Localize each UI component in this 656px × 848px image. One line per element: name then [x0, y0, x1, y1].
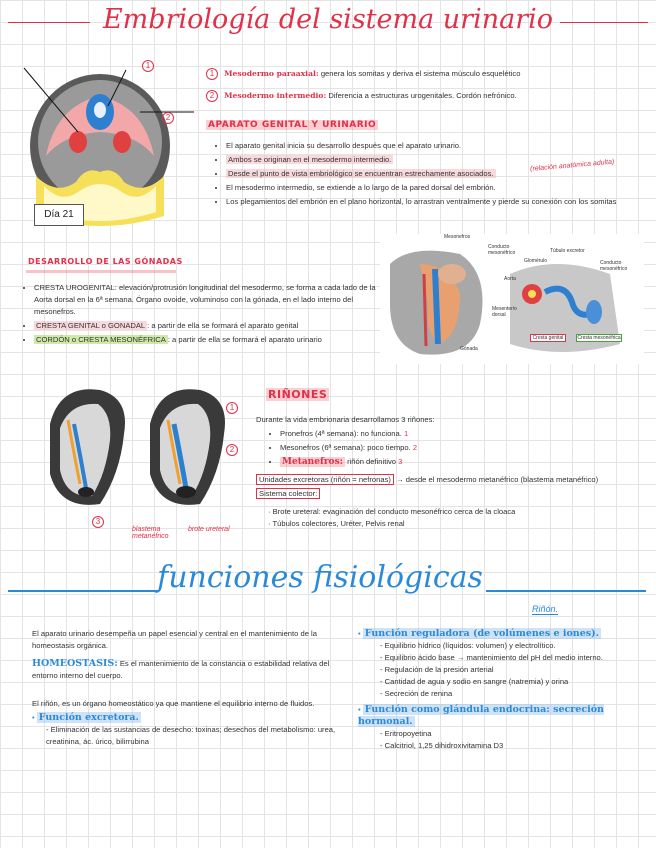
rinones-figure — [40, 384, 240, 552]
excretora-text: - Eliminación de las sustancias de desecho: toxinas; desechos del metabolismo: urea, creatinina, ác. úrico, bilirrubina — [46, 725, 336, 746]
excretora-heading: Función excretora. — [38, 712, 139, 723]
fig-label-mesonefros: Mesonefros — [444, 234, 471, 240]
sistema-colector — [256, 488, 648, 500]
aparato-bullet-4: • El mesodermo intermedio, se extiende a lo largo de la pared dorsal del embrión. — [226, 182, 634, 194]
rinones-heading — [266, 388, 329, 401]
reguladora-item-5-text: Secreción de renina — [384, 689, 453, 698]
funciones-right — [358, 628, 638, 752]
homeostasis-text: Es el mantenimiento de la constancia o estabilidad relativa del entorno interno del cuerpo. — [32, 659, 330, 680]
gonadas-bullet-1 — [34, 282, 378, 318]
metanefros-num: 3 — [398, 457, 403, 466]
brote-ureteral-item: · Brote ureteral: evaginación del conducto mesonéfrico cerca de la cloaca — [268, 507, 516, 516]
rinones-heading-text: RIÑONES — [268, 388, 328, 401]
mesodermo-item-1 — [206, 68, 636, 80]
gonadas-bullets — [22, 282, 378, 348]
reguladora-item-3-text: Regulación de la presión arterial — [384, 665, 494, 674]
endocrina-item-2-text: Calcitriol, 1,25 dihidroxivitamina D3 — [384, 741, 504, 750]
cordon-mesonefrico-label: CORDÓN o CRESTA MESONÉFRICA — [36, 335, 166, 344]
gonadas-figure — [380, 234, 644, 364]
metanefros-label: Metanefros: — [282, 457, 343, 467]
reguladora-item-2: - Equilibrio ácido base → mantenimiento del pH del medio interno. — [380, 653, 603, 662]
endocrina-head-row: • Función como glándula endocrina: secreción hormonal. — [358, 704, 604, 727]
fig-label-cresta-genital: Cresta genital — [530, 334, 566, 342]
endocrina-items — [358, 728, 638, 752]
aparato-genital-heading — [206, 120, 378, 130]
gonadas-heading-underline — [26, 270, 176, 273]
aparato-bullet-1: • El aparato genital inicia su desarrollo después que el aparato urinario. — [226, 140, 634, 152]
aparato-bullet-5: • Los plegamientos del embrión en el plano horizontal, lo arrastran ventralmente y pierde su conexión con los somitas — [226, 196, 634, 208]
fig-label-aorta: Aorta — [504, 276, 516, 282]
colector-subitems — [256, 506, 648, 530]
sistema-colector-label: Sistema colector: — [256, 488, 320, 499]
rinones-text — [256, 414, 648, 530]
homeostasis-intro: El aparato urinario desempeña un papel esencial y central en el mantenimiento de la homeostasis orgánica. — [32, 629, 317, 650]
excretora-text-content: Eliminación de las sustancias de desecho: toxinas; desechos del metabolismo: urea, creatinina, ác. úrico, bilirrubina — [46, 725, 336, 746]
fig-label-blastema: blastema metanéfrico — [132, 526, 169, 540]
reguladora-item-4-text: Cantidad de agua y sodio en sangre (natremia) y orina — [384, 677, 569, 686]
aparato-bullets — [214, 140, 634, 210]
mesodermo-paraaxial-text: genera los somitas y deriva el sistema músculo esquelético — [320, 69, 521, 78]
mesonefros-num: 2 — [412, 443, 418, 452]
embryo-cross-section-figure — [16, 46, 196, 232]
rinon-fig-marker-1: 1 — [226, 402, 238, 414]
fig-label-conducto-mesonefrico: Conducto mesonéfrico — [488, 244, 516, 256]
reguladora-heading: Función reguladora (de volúmenes e iones). — [364, 628, 599, 639]
excretora-head-row: • Función excretora. — [32, 712, 139, 723]
reguladora-item-3: - Regulación de la presión arterial — [380, 665, 494, 674]
mesonefros-text: Mesonefros (6ª semana): poco tiempo. — [280, 443, 411, 452]
endocrina-item-1: - Eritropoyetina — [380, 729, 432, 738]
fig-label-tubulo-excretor: Túbulo excretor — [550, 248, 585, 254]
metanefros-text: riñón definitivo — [344, 457, 397, 466]
rinones-intro: Durante la vida embrionaria desarrollamos 3 riñones: — [256, 415, 435, 424]
pronefros-text: Pronefros (4ª semana): no funciona. — [280, 429, 402, 438]
fig-label-glomerulo: Glomérulo — [524, 258, 548, 264]
fig-label-conducto-mesonefrico-2: Conducto mesonéfrico — [600, 260, 628, 272]
relacion-anatomica-note: (relación anatómica adulta) — [529, 158, 615, 173]
endocrina-item-1-text: Eritropoyetina — [384, 729, 432, 738]
aparato-bullet-2-text: Ambos se originan en el mesodermo intermedio. — [228, 155, 392, 164]
mesodermo-intermedio-label: Mesodermo intermedio: — [224, 91, 327, 100]
pronefros-num: 1 — [403, 429, 409, 438]
cresta-genital-label: CRESTA GENITAL o GONADAL — [36, 321, 146, 330]
tubulos-item: · Túbulos colectores, Uréter, Pelvis renal — [268, 519, 405, 528]
gonadas-heading — [28, 257, 183, 266]
reguladora-item-2-text: Equilibrio ácido base → mantenimiento del pH del medio interno. — [384, 653, 603, 662]
cresta-genital-text: : a partir de ella se formará el aparato genital — [147, 321, 299, 330]
funciones-left — [32, 628, 342, 748]
brote-ureteral-text: Brote ureteral: evaginación del conducto mesonéfrico cerca de la cloaca — [272, 507, 516, 516]
day-label: Día 21 — [34, 204, 84, 226]
endocrina-heading: Función como glándula endocrina: secreción hormonal. — [358, 704, 604, 727]
tubulos-text: Túbulos colectores, Uréter, Pelvis renal — [272, 519, 405, 528]
reguladora-items — [358, 640, 638, 700]
cordon-mesonefrico-text: : a partir de ella se formará el aparato urinario — [167, 335, 322, 344]
reguladora-item-1-text: Equilibrio hídrico (líquidos: volumen) y electrolítico. — [384, 641, 556, 650]
pronefros-item — [280, 428, 648, 440]
reguladora-item-4: - Cantidad de agua y sodio en sangre (natremia) y orina — [380, 677, 569, 686]
gonadas-bullet-3 — [34, 334, 378, 346]
homeostasis-def — [32, 658, 342, 682]
unidades-excretoras — [256, 474, 648, 486]
gonadas-bullet-1-text: CRESTA UROGENITAL: elevación/protrusión longitudinal del mesodermo, se forma a cada lado de la Aorta dorsal en la 6ª semana. Órgano ovoide, voluminoso con la gónada, en el lado interno del mesonefros. — [34, 283, 376, 316]
page-title: Embriología del sistema urinario — [102, 4, 554, 35]
unidades-excretoras-label: Unidades excretoras (riñón = nefronas) — [256, 474, 394, 485]
fig-label-brote-ureteral: brote ureteral — [188, 526, 230, 533]
unidades-excretoras-text: → desde el mesodermo metanéfrico (blastema metanéfrico) — [393, 475, 599, 484]
fig-label-cresta-mesonefrica: Cresta mesonéfrica — [577, 335, 621, 341]
fig-marker-2: 2 — [162, 112, 174, 124]
gonadas-heading-text: DESARROLLO DE LAS GÓNADAS — [28, 257, 183, 266]
rinones-illustration — [40, 384, 240, 514]
fig-label-mesenterio: Mesenterio dorsal — [492, 306, 517, 318]
rinon-homeostatico: El riñón, es un órgano homeostático ya que mantiene el equilibrio interno de fluidos. — [32, 699, 315, 708]
item-number-2: 2 — [206, 90, 218, 102]
aparato-bullet-3 — [226, 168, 526, 180]
aparato-bullet-3-text: Desde el punto de vista embriológico se encuentran estrechamente asociados. — [228, 169, 494, 178]
mesodermo-list — [206, 68, 636, 102]
homeostasis-label: HOMEOSTASIS: — [32, 658, 118, 669]
rinon-label: Riñón. — [532, 604, 559, 614]
endocrina-item-2: - Calcitriol, 1,25 dihidroxivitamina D3 — [380, 741, 504, 750]
mesodermo-item-2 — [206, 90, 636, 102]
reguladora-item-1: - Equilibrio hídrico (líquidos: volumen) y electrolítico. — [380, 641, 556, 650]
funciones-heading: funciones fisiológicas — [157, 560, 483, 595]
rinon-fig-marker-3: 3 — [92, 516, 104, 528]
metanefros-item — [280, 456, 648, 468]
mesodermo-intermedio-text: Diferencia a estructuras urogenitales. Cordón nefrónico. — [328, 91, 517, 100]
reguladora-item-5: - Secreción de renina — [380, 689, 453, 698]
funciones-rule-left — [8, 590, 158, 592]
fig-marker-1: 1 — [142, 60, 154, 72]
rinon-fig-marker-2: 2 — [226, 444, 238, 456]
funciones-rule-right — [486, 590, 646, 592]
aparato-genital-heading-text: APARATO GENITAL Y URINARIO — [208, 120, 377, 130]
mesodermo-paraaxial-label: Mesodermo paraaxial: — [224, 69, 319, 78]
item-number-1: 1 — [206, 68, 218, 80]
fig-label-gonada: Gónada — [460, 346, 478, 352]
reguladora-head-row: • Función reguladora (de volúmenes e iones). — [358, 628, 599, 639]
gonadas-bullet-2 — [34, 320, 378, 332]
mesonefros-item — [280, 442, 648, 454]
